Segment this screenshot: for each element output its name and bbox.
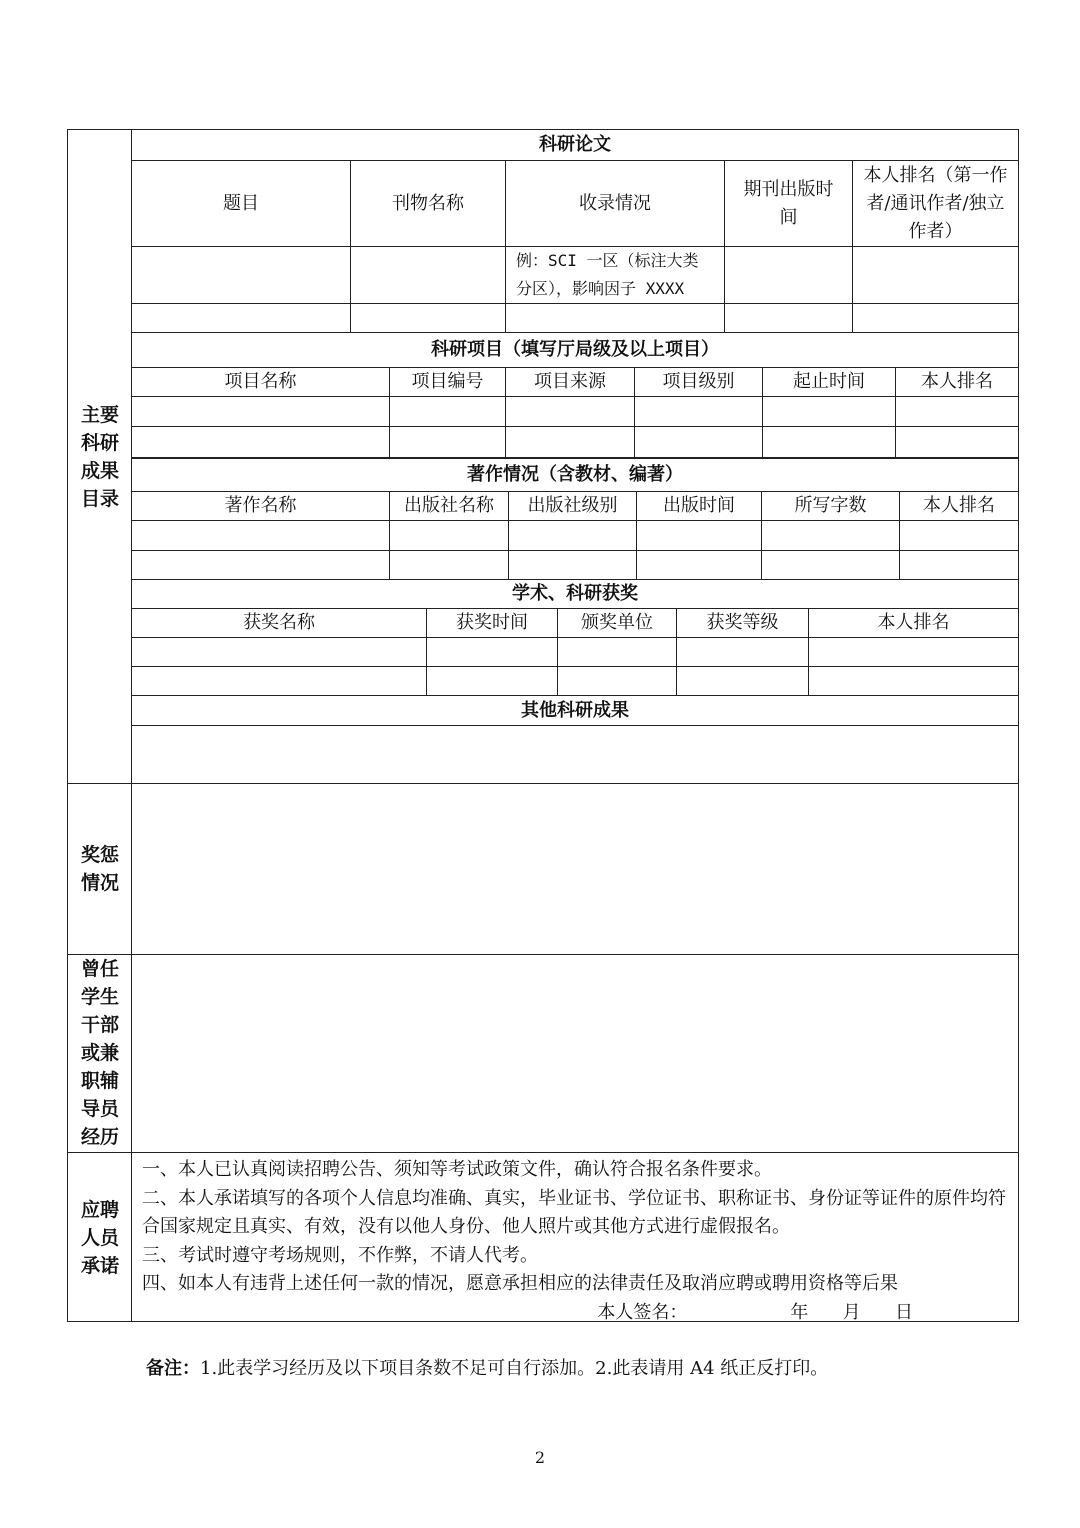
header-cell: 项目来源 [506, 368, 635, 397]
input-cell[interactable] [635, 397, 763, 427]
input-cell[interactable] [725, 247, 853, 304]
other-section [132, 695, 1018, 784]
input-cell[interactable] [725, 304, 853, 333]
header-cell: 项目编号 [390, 368, 506, 397]
input-cell[interactable] [509, 521, 637, 551]
reward-input-area[interactable] [132, 784, 1018, 953]
input-cell[interactable] [132, 551, 390, 580]
reward-label: 奖惩情况 [80, 843, 119, 894]
signature-line[interactable]: 本人签名： 年 月 日 [597, 1301, 913, 1323]
awards-title: 学术、科研获奖 [132, 580, 1019, 609]
input-cell[interactable] [390, 427, 506, 458]
header-cell: 本人排名 [809, 609, 1019, 638]
header-cell: 本人排名（第一作者/通讯作者/独立作者） [853, 161, 1019, 247]
pledge-line: 二、本人承诺填写的各项个人信息均准确、真实，毕业证书、学位证书、职称证书、身份证等证件的原件均符合国家规定且真实、有效，没有以他人身份、他人照片或其他方式进行虚假报名。 [142, 1187, 1006, 1237]
other-title: 其他科研成果 [132, 696, 1019, 726]
awards-section [132, 579, 1018, 696]
main-research-label: 主要科研成果目录 [80, 403, 119, 510]
pledge-line: 三、考试时遵守考场规则，不作弊，不请人代考。 [142, 1244, 538, 1266]
header-cell: 获奖等级 [677, 609, 809, 638]
header-cell: 项目级别 [635, 368, 763, 397]
input-cell[interactable] [132, 304, 351, 333]
input-cell[interactable] [427, 667, 558, 696]
cadre-input-area[interactable] [132, 955, 1018, 1151]
header-cell: 题目 [132, 161, 351, 247]
input-cell[interactable] [351, 247, 506, 304]
pledge-text [132, 1152, 1018, 1321]
input-cell[interactable] [132, 397, 390, 427]
projects-title: 科研项目（填写厅局级及以上项目） [132, 333, 1019, 368]
input-cell[interactable] [763, 397, 896, 427]
header-cell: 本人排名 [900, 492, 1019, 521]
input-cell[interactable] [677, 638, 809, 667]
input-cell[interactable] [132, 427, 390, 458]
header-cell: 出版社级别 [509, 492, 637, 521]
header-cell: 收录情况 [506, 161, 725, 247]
form-table [67, 129, 1019, 1322]
input-cell[interactable] [558, 667, 677, 696]
input-cell[interactable] [762, 521, 900, 551]
input-cell[interactable] [427, 638, 558, 667]
header-cell: 出版社名称 [390, 492, 509, 521]
header-cell: 获奖名称 [132, 609, 427, 638]
note-label: 备注： [146, 1358, 200, 1379]
example-cell[interactable]: 例：SCI 一区（标注大类分区），影响因子 XXXX [506, 247, 725, 304]
input-cell[interactable] [132, 638, 427, 667]
input-cell[interactable] [896, 427, 1019, 458]
header-cell: 项目名称 [132, 368, 390, 397]
pledge-line: 四、如本人有违背上述任何一款的情况，愿意承担相应的法律责任及取消应聘或聘用资格等后果 [142, 1273, 898, 1294]
header-cell: 本人排名 [896, 368, 1019, 397]
input-cell[interactable] [132, 667, 427, 696]
header-cell: 获奖时间 [427, 609, 558, 638]
header-cell: 颁奖单位 [558, 609, 677, 638]
input-cell[interactable] [677, 667, 809, 696]
input-cell[interactable] [506, 304, 725, 333]
projects-section [132, 332, 1018, 458]
books-section [132, 458, 1018, 580]
input-cell[interactable] [132, 247, 351, 304]
input-cell[interactable] [132, 521, 390, 551]
footnote [146, 1354, 828, 1380]
input-cell[interactable] [509, 551, 637, 580]
input-cell[interactable] [390, 551, 509, 580]
papers-title: 科研论文 [132, 130, 1019, 161]
header-cell: 著作名称 [132, 492, 390, 521]
input-cell[interactable] [637, 521, 762, 551]
input-cell[interactable] [390, 397, 506, 427]
input-cell[interactable] [763, 427, 896, 458]
input-cell[interactable] [635, 427, 763, 458]
header-cell: 出版时间 [637, 492, 762, 521]
input-cell[interactable] [809, 638, 1019, 667]
books-title: 著作情况（含教材、编著） [132, 459, 1019, 492]
input-cell[interactable] [762, 551, 900, 580]
header-cell: 期刊出版时间 [725, 161, 853, 247]
pledge-line: 一、本人已认真阅读招聘公告、须知等考试政策文件，确认符合报名条件要求。 [142, 1159, 772, 1180]
input-cell[interactable] [351, 304, 506, 333]
input-cell[interactable] [809, 667, 1019, 696]
input-cell[interactable] [132, 726, 1019, 784]
header-cell: 刊物名称 [351, 161, 506, 247]
papers-section [132, 129, 1018, 333]
input-cell[interactable] [506, 427, 635, 458]
header-cell: 所写字数 [762, 492, 900, 521]
pledge-label: 应聘人员承诺 [80, 1198, 119, 1277]
header-cell: 起止时间 [763, 368, 896, 397]
input-cell[interactable] [390, 521, 509, 551]
input-cell[interactable] [896, 397, 1019, 427]
input-cell[interactable] [558, 638, 677, 667]
input-cell[interactable] [853, 304, 1019, 333]
page-number: 2 [534, 1448, 546, 1467]
note-text: 1.此表学习经历及以下项目条数不足可自行添加。2.此表请用 A4 纸正反打印。 [200, 1358, 829, 1379]
input-cell[interactable] [853, 247, 1019, 304]
cadre-label: 曾任学生干部或兼职辅导员经历 [80, 958, 119, 1148]
input-cell[interactable] [900, 551, 1019, 580]
input-cell[interactable] [506, 397, 635, 427]
input-cell[interactable] [900, 521, 1019, 551]
input-cell[interactable] [637, 551, 762, 580]
